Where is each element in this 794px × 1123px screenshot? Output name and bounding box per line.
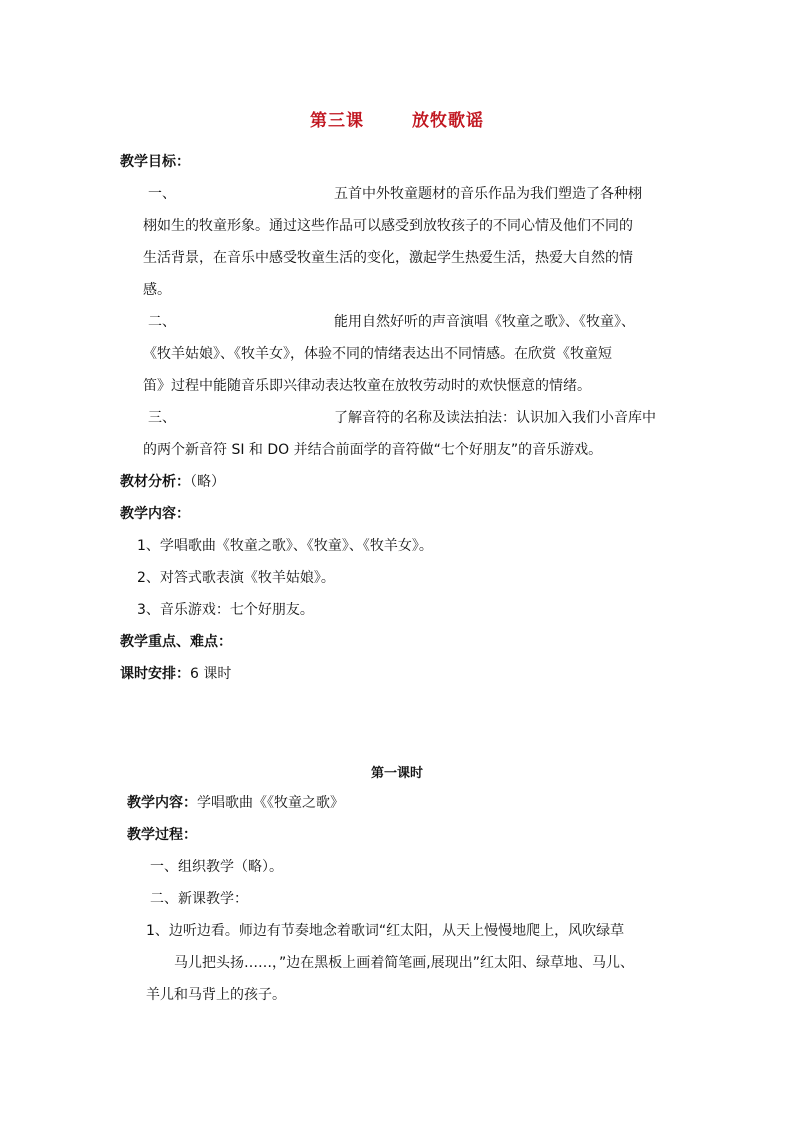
content-item-2: 2、对答式歌表演《牧羊姑娘》。 — [137, 570, 335, 586]
lesson1-step-1: 一、组织教学（略）。 — [150, 859, 283, 875]
content-heading: 教学内容： — [120, 506, 190, 522]
goal-1-line-1: 五首中外牧童题材的音乐作品为我们塑造了各种栩 — [334, 186, 642, 202]
lesson1-content-row — [127, 794, 344, 812]
analysis-value: （略） — [190, 474, 225, 490]
goal-1-number: 一、 — [148, 186, 176, 202]
goal-1-line-4: 感。 — [143, 282, 171, 298]
schedule-value: 6 课时 — [190, 666, 232, 682]
goal-3-number: 三、 — [148, 410, 176, 426]
lesson1-item1-line-2: 马儿把头扬……，”边在黑板上画着简笔画,展现出”红太阳、绿草地、马儿、 — [174, 955, 634, 971]
content-item-3: 3、音乐游戏：七个好朋友。 — [137, 602, 314, 618]
first-lesson-title: 第一课时 — [370, 766, 423, 781]
schedule-label: 课时安排： — [120, 666, 190, 682]
lesson1-content-label: 教学内容： — [127, 795, 197, 811]
lesson1-content-value: 学唱歌曲《《牧童之歌》 — [197, 795, 344, 811]
goal-2-line-3: 笛》过程中能随音乐即兴律动表达牧童在放牧劳动时的欢快惬意的情绪。 — [143, 378, 591, 394]
goal-3-line-2: 的两个新音符 SI 和 DO 并结合前面学的音符做“七个好朋友”的音乐游戏。 — [143, 442, 603, 458]
goals-heading: 教学目标： — [120, 154, 190, 170]
goal-2-line-1: 能用自然好听的声音演唱《牧童之歌》、《牧童》、 — [334, 314, 635, 330]
lesson-number: 第三课 — [310, 111, 364, 131]
goal-1-line-2: 栩如生的牧童形象。通过这些作品可以感受到放牧孩子的不同心情及他们不同的 — [143, 218, 633, 234]
lesson1-item1-line-3: 羊儿和马背上的孩子。 — [146, 987, 286, 1003]
lesson-title — [0, 106, 794, 131]
lesson1-step-2: 二、新课教学： — [150, 891, 248, 907]
key-points-heading: 教学重点、难点： — [120, 634, 232, 650]
content-item-1: 1、学唱歌曲《牧童之歌》、《牧童》、《牧羊女》。 — [137, 538, 433, 554]
lesson1-process-label: 教学过程： — [127, 827, 197, 843]
analysis-row — [120, 473, 225, 491]
goal-1-line-3: 生活背景，在音乐中感受牧童生活的变化，激起学生热爱生活，热爱大自然的情 — [143, 250, 633, 266]
analysis-label: 教材分析： — [120, 474, 190, 490]
goal-3-line-1: 了解音符的名称及读法拍法：认识加入我们小音库中 — [334, 410, 656, 426]
goal-2-number: 二、 — [148, 314, 176, 330]
lesson-name: 放牧歌谣 — [412, 111, 484, 131]
schedule-row — [120, 665, 231, 683]
goal-2-line-2: 《牧羊姑娘》、《牧羊女》，体验不同的情绪表达出不同情感。在欣赏《牧童短 — [143, 346, 612, 362]
lesson1-item1-line-1: 1、边听边看。师边有节奏地念着歌词“红太阳，从天上慢慢地爬上，风吹绿草 — [146, 923, 625, 939]
